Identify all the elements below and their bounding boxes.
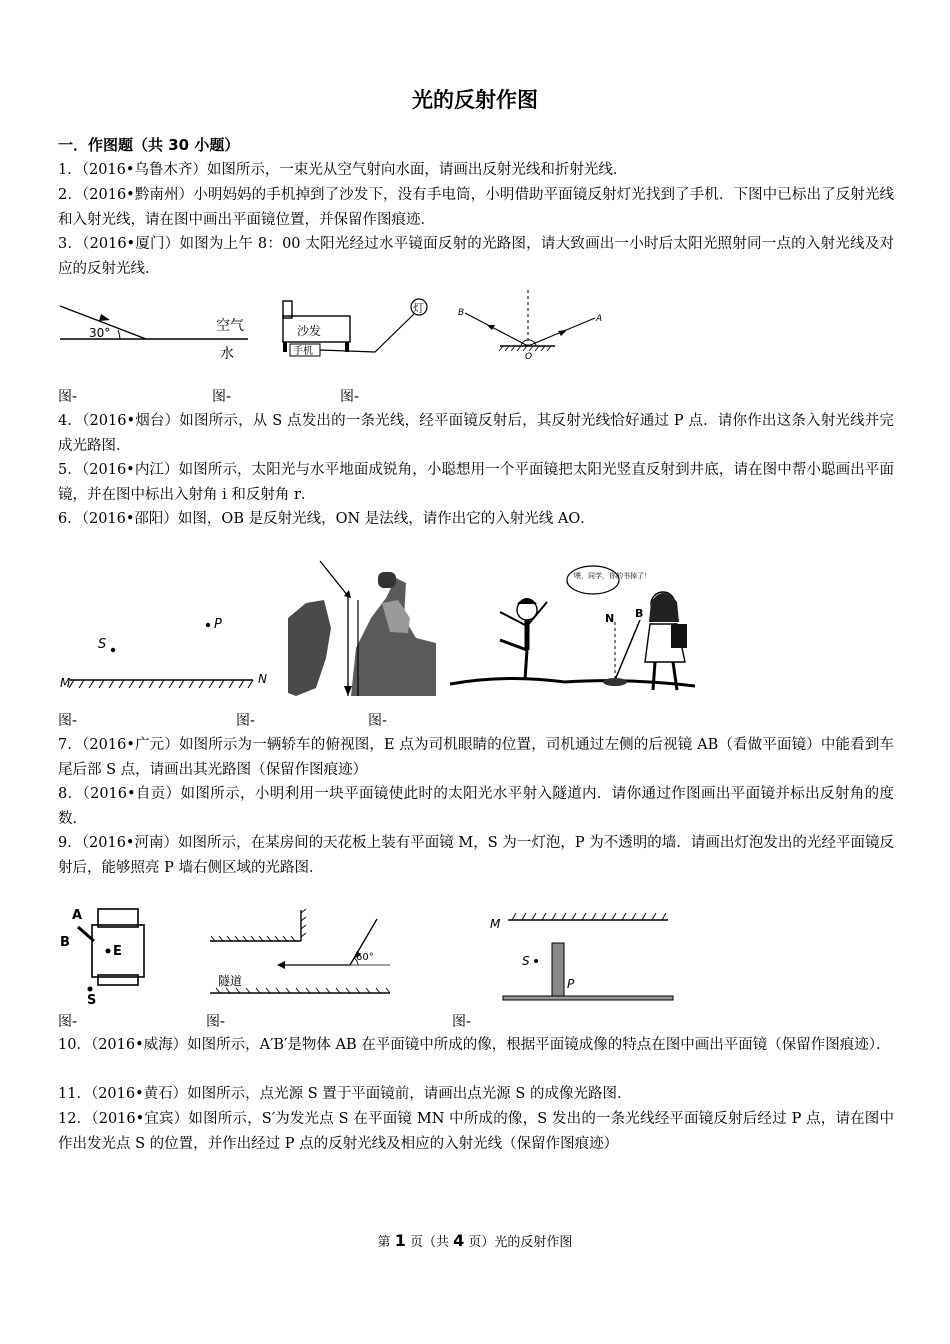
- question-4: 4．（2016•烟台）如图所示，从 S 点发出的一条光线，经平面镜反射后，其反射光线恰好通过 P 点．请你作出这条入射光线并完成光路图．: [58, 413, 894, 454]
- fig6-b-label: B: [635, 607, 644, 620]
- fig9-s-label: S: [522, 954, 530, 968]
- section-heading: 一．作图题（共 30 小题）: [58, 136, 240, 154]
- question-9: 9．（2016•河南）如图所示，在某房间的天花板上装有平面镜 M，S 为一灯泡，P 为不透明的墙．请画出灯泡发出的光经平面镜反射后，能够照亮 P 墙右侧区域的光路图．: [58, 835, 894, 876]
- question-12: 12．（2016•宜宾）如图所示，S′为发光点 S 在平面镜 MN 中所成的像，S 发出的一条光线经平面镜反射后经过 P 点，请在图中作出发光点 S 的位置，并作出经过 P 点的反射光线及相应的入射光线（保留作图痕迹）: [58, 1111, 894, 1152]
- figure-caption-9: 图-: [452, 1014, 472, 1030]
- fig6-book: [603, 678, 627, 686]
- page-footer: [0, 1231, 950, 1250]
- fig1-ray-arrow: [99, 314, 110, 321]
- footer-suffix: 页）光的反射作图: [468, 1235, 573, 1250]
- fig7-point-s: [88, 987, 93, 992]
- fig3-b-label: B: [458, 308, 465, 318]
- fig6-bubble-text: 喂，同学，你的书掉了！: [574, 572, 651, 580]
- fig1-angle-arc: [118, 330, 120, 339]
- footer-prefix: 第: [377, 1235, 391, 1250]
- fig6-speech-bubble: [567, 566, 619, 594]
- figure-caption-8: 图-: [206, 1014, 226, 1030]
- fig3-o-label: O: [525, 352, 533, 362]
- fig7-a-label: A: [72, 908, 83, 923]
- figure-6: [445, 562, 700, 700]
- figure-1: [58, 296, 254, 368]
- fig7-point-e: [106, 949, 111, 954]
- figure-8: [205, 905, 395, 1000]
- question-7: 7．（2016•广元）如图所示为一辆轿车的俯视图，E 点为司机眼睛的位置，司机通过左侧的后视镜 AB（看做平面镜）中能看到车尾后部 S 点，请画出其光路图（保留作图痕迹）: [58, 737, 894, 778]
- figure-9: [488, 908, 673, 1003]
- question-1: 1．（2016•乌鲁木齐）如图所示，一束光从空气射向水面，请画出反射光线和折射光线．: [58, 162, 628, 178]
- fig2-phone-label: 手机: [293, 346, 313, 357]
- figure-caption-5: 图-: [236, 713, 256, 729]
- question-5: 5．（2016•内江）如图所示，太阳光与水平地面成锐角，小聪想用一个平面镜把太阳光竖直反射到井底，请在图中帮小聪画出平面镜，并在图中标出入射角 i 和反射角 r．: [58, 462, 894, 503]
- figure-3: [455, 288, 605, 362]
- footer-total-pages: 4: [453, 1231, 465, 1250]
- question-6: 6．（2016•邵阳）如图，OB 是反射光线，ON 是法线，请作出它的入射光线 AO．: [58, 511, 595, 527]
- fig4-s-label: S: [98, 637, 107, 652]
- fig5-left-rock: [288, 600, 331, 696]
- fig5-sun-ray: [320, 561, 348, 596]
- question-11: 11．（2016•黄石）如图所示，点光源 S 置于平面镜前，请画出点光源 S 的成像光路图．: [58, 1086, 632, 1102]
- fig4-point-s: [111, 648, 115, 652]
- fig6-n-label: N: [605, 612, 615, 625]
- fig3-a-label: A: [596, 314, 603, 324]
- question-3: 3．（2016•厦门）如图为上午 8：00 太阳光经过水平镜面反射的光路图，请大致画出一小时后太阳光照射同一点的入射光线及对应的反射光线．: [58, 236, 894, 277]
- question-10: 10．（2016•威海）如图所示，A′B′是物体 AB 在平面镜中所成的像，根据平面镜成像的特点在图中画出平面镜（保留作图痕迹）．: [58, 1037, 891, 1053]
- fig9-point-s: [534, 959, 538, 963]
- footer-page-number: 1: [394, 1231, 406, 1250]
- fig8-tunnel-label: 隧道: [218, 974, 243, 988]
- figure-4: [58, 610, 278, 692]
- fig8-angle-label: 60°: [356, 952, 374, 963]
- fig2-sofa-label: 沙发: [297, 324, 322, 338]
- fig6-ground: [450, 678, 695, 686]
- figure-2: [280, 292, 440, 364]
- fig3-reflected-ray: [465, 313, 528, 346]
- fig9-p-label: P: [567, 977, 575, 991]
- fig2-lamp-label: 灯: [413, 302, 424, 315]
- fig4-point-p: [206, 623, 210, 627]
- fig1-angle-label: 30°: [89, 326, 111, 340]
- figure-caption-6: 图-: [368, 713, 388, 729]
- fig7-s-label: S: [87, 993, 97, 1008]
- fig7-b-label: B: [60, 935, 70, 950]
- figure-caption-1: 图-: [58, 389, 78, 405]
- fig9-m-label: M: [490, 917, 501, 931]
- fig4-p-label: P: [214, 617, 222, 632]
- fig6-reflected-ray: [615, 620, 640, 680]
- page-title: 光的反射作图: [412, 88, 538, 112]
- fig2-light-path: [320, 314, 414, 352]
- fig1-water-label: 水: [220, 346, 234, 362]
- figure-7: [58, 905, 158, 1008]
- question-8: 8．（2016•自贡）如图所示，小明利用一块平面镜使此时的太阳光水平射入隧道内．请你通过作图画出平面镜并标出反射角的度数．: [58, 786, 894, 827]
- question-2: 2．（2016•黔南州）小明妈妈的手机掉到了沙发下，没有手电筒，小明借助平面镜反射灯光找到了手机．下图中已标出了反射光线和入射光线，请在图中画出平面镜位置，并保留作图痕迹．: [58, 187, 894, 228]
- figure-caption-7: 图-: [58, 1014, 78, 1030]
- fig4-n-label: N: [258, 672, 267, 686]
- figure-caption-3: 图-: [340, 389, 360, 405]
- figure-caption-2: 图-: [212, 389, 232, 405]
- figure-5: [286, 558, 436, 698]
- fig7-e-label: E: [113, 944, 122, 959]
- figure-caption-4: 图-: [58, 713, 78, 729]
- fig1-air-label: 空气: [216, 318, 244, 334]
- footer-mid: 页（共: [409, 1235, 449, 1250]
- fig4-m-label: M: [60, 676, 71, 690]
- fig9-floor: [503, 996, 673, 1000]
- fig5-person-silhouette: [351, 578, 436, 696]
- fig9-wall-p: [552, 943, 564, 998]
